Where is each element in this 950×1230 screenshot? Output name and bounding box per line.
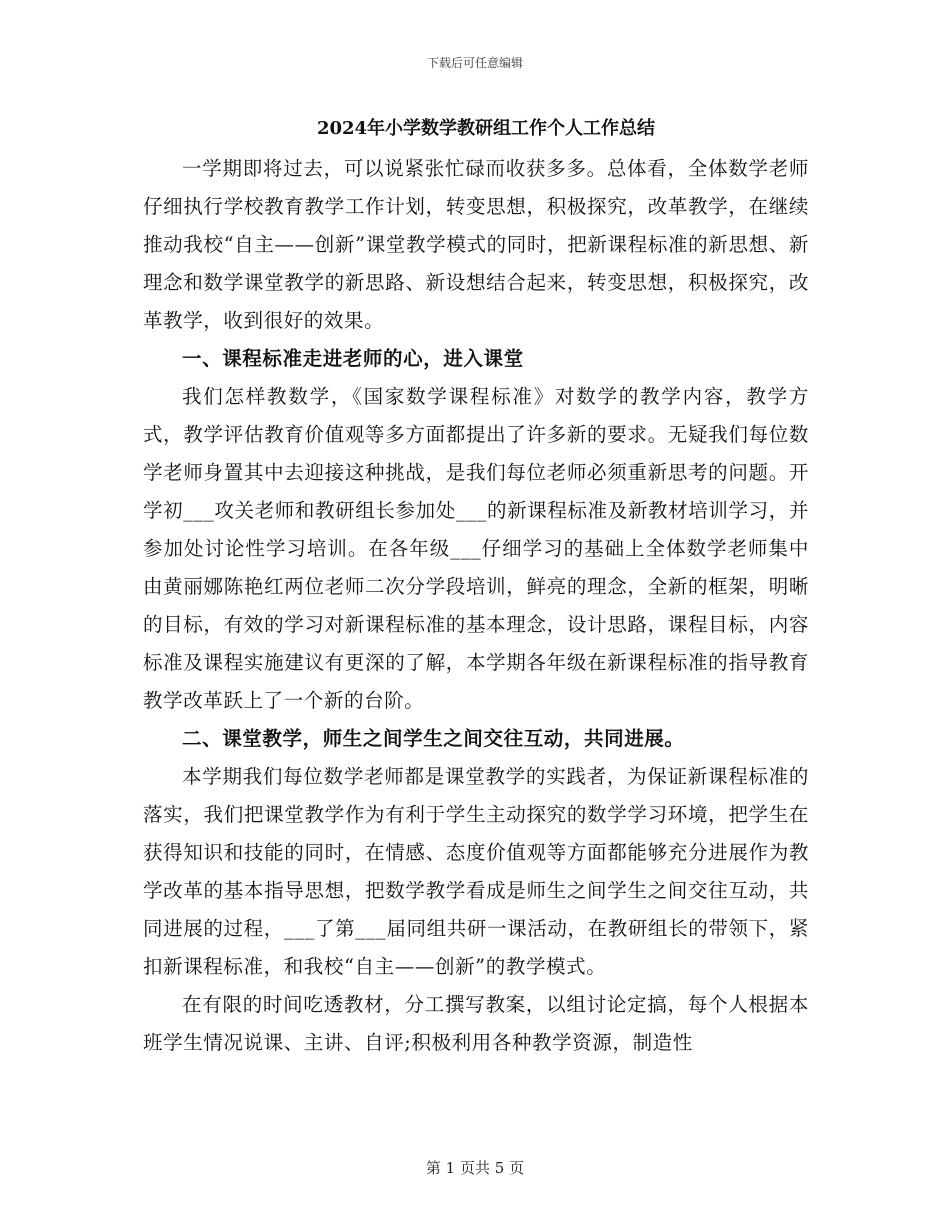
document-body: [143, 112, 809, 1062]
paragraph-section-1: 我们怎样教数学，《国家数学课程标准》对数学的教学内容，教学方式，教学评估教育价值观等多方面都提出了许多新的要求。无疑我们每位数学老师身置其中去迎接这种挑战，是我们每位老师必须重新思考的问题。开学初___攻关老师和教研组长参加处___的新课程标准及新教材培训学习，并参加处讨论性学习培训。在各年级___仔细学习的基础上全体数学老师集中由黄丽娜陈艳红两位老师二次分学段培训，鲜亮的理念，全新的框架，明晰的目标，有效的学习对新课程标准的基本理念，设计思路，课程目标，内容标准及课程实施建议有更深的了解，本学期各年级在新课程标准的指导教育教学改革跃上了一个新的台阶。: [143, 385, 809, 712]
paragraph-section-2: 本学期我们每位数学老师都是课堂教学的实践者，为保证新课程标准的落实，我们把课堂教学作为有利于学生主动探究的数学学习环境，把学生在获得知识和技能的同时，在情感、态度价值观等方面都能够充分进展作为教学改革的基本指导思想，把数学教学看成是师生之间学生之间交往互动，共同进展的过程，___了第___届同组共研一课活动，在教研组长的带领下，紧扣新课程标准，和我校“自主——创新”的教学模式。: [143, 765, 809, 978]
section-heading-2: 二、课堂教学，师生之间学生之间交往互动，共同进展。: [182, 727, 685, 750]
section-heading-1: 一、课程标准走进老师的心，进入课堂: [182, 347, 524, 370]
paragraph-intro: 一学期即将过去，可以说紧张忙碌而收获多多。总体看，全体数学老师仔细执行学校教育教学工作计划，转变思想，积极探究，改革教学，在继续推动我校“自主——创新”课堂教学模式的同时，把新课程标准的新思想、新理念和数学课堂教学的新思路、新设想结合起来，转变思想，积极探究，改革教学，收到很好的效果。: [143, 157, 809, 332]
paragraph-section-2-continued: 在有限的时间吃透教材，分工撰写教案，以组讨论定搞，每个人根据本班学生情况说课、主讲、自评;积极利用各种教学资源，制造性: [143, 993, 809, 1054]
page-number-footer: 第 1 页共 5 页: [425, 1159, 525, 1177]
document-title: 2024年小学数学教研组工作个人工作总结: [316, 118, 656, 139]
header-note: 下载后可任意编辑: [426, 56, 523, 70]
